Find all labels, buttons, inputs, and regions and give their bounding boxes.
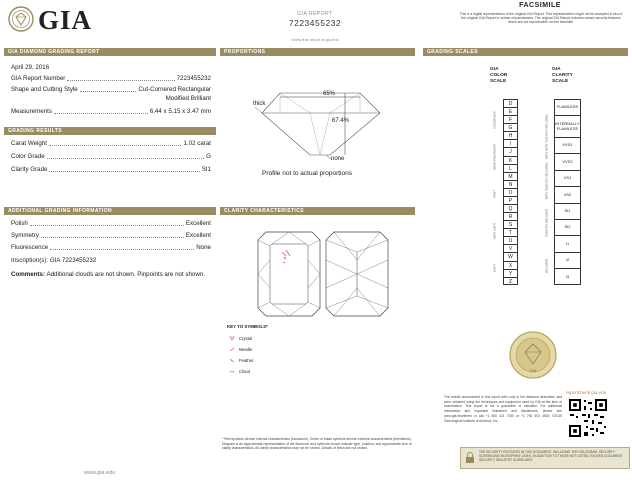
- section-header-grading-scales: GRADING SCALES: [423, 48, 628, 56]
- crystal-icon: [229, 336, 235, 341]
- clarity-grade-cell: SI2: [555, 220, 580, 236]
- gia-seal-icon: [8, 6, 34, 32]
- color-grade-cell: K: [504, 157, 517, 165]
- scale-side-label: SLIGHTLY INCLUDED: [544, 209, 548, 238]
- clarity-plot-pavilion: [324, 230, 390, 318]
- qr-code-icon[interactable]: [568, 398, 608, 438]
- clarity-grade-cell: VS1: [555, 171, 580, 187]
- clarity-grade-cell: I2: [555, 253, 580, 269]
- field-clarity: Clarity Grade SI1: [11, 166, 211, 173]
- feather-icon: [229, 358, 235, 363]
- field-shape-cont: Modified Brilliant: [165, 95, 211, 102]
- color-grade-cell: Y: [504, 270, 517, 278]
- color-grade-cell: M: [504, 173, 517, 181]
- color-grade-cell: Z: [508, 278, 513, 285]
- clarity-grade-cell: INTERNALLY FLAWLESS: [555, 116, 580, 137]
- footer-disclaimer: The results documented in this report refer only to the diamond described, and were obtained using the techniques and equipment used by GIA at the time of examination. This report is not a guarantee or valuation. For additional information and important limitations and disclaimers, please see www.gia.edu/terms or call +1 800 421 7250 or +1 760 603 4500. ©2016 Gemological Institute of America, Inc.: [444, 395, 562, 423]
- reportcheck-link[interactable]: reportcheck.gia.edu: [566, 390, 607, 395]
- field-fluorescence: Fluorescence None: [11, 244, 211, 251]
- symbol-needle: Needle: [229, 347, 252, 352]
- table-percent: 65%: [323, 91, 336, 97]
- clarity-grade-cell: I1: [555, 236, 580, 252]
- section-header-additional: ADDITIONAL GRADING INFORMATION: [4, 207, 216, 215]
- color-scale: [503, 99, 518, 285]
- inscription: Inscription(s): GIA 7223455232: [11, 257, 97, 264]
- field-measurements: Measurements 6.44 x 5.15 x 3.47 mm: [11, 108, 211, 115]
- proportions-diagram: [250, 85, 390, 165]
- scale-side-label: VERY VERY SLIGHTLY INCLUDED: [544, 114, 548, 160]
- scale-side-label: INCLUDED: [544, 258, 548, 273]
- report-number-header: 7223455232: [288, 18, 342, 28]
- field-carat: Carat Weight 1.02 carat: [11, 140, 211, 147]
- color-grade-cell: F: [504, 116, 517, 124]
- symbol-crystal: Crystal: [229, 336, 252, 341]
- color-grade-cell: Q: [504, 205, 517, 213]
- scale-side-label: LIGHT: [492, 264, 497, 273]
- scale-side-label: NEAR COLORLESS: [492, 143, 497, 170]
- comments-text: Additional clouds are not shown. Pinpoints are not shown.: [46, 271, 206, 278]
- needle-icon: [229, 347, 235, 352]
- symbol-cloud: Cloud: [229, 369, 250, 374]
- gia-logo: [8, 6, 98, 36]
- color-grade-cell: I: [504, 140, 517, 148]
- color-grade-cell: N: [504, 181, 517, 189]
- symbol-feather: Feather: [229, 358, 253, 363]
- footer-website[interactable]: www.gia.edu: [84, 470, 116, 476]
- field-polish: Polish Excellent: [11, 220, 211, 227]
- section-header-clarity-characteristics: CLARITY CHARACTERISTICS: [220, 207, 415, 215]
- gia-gold-seal: [508, 330, 558, 380]
- cloud-icon: [229, 369, 235, 374]
- section-header-proportions: PROPORTIONS: [220, 48, 415, 56]
- color-grade-cell: D: [504, 100, 517, 108]
- scale-side-label: VERY LIGHT: [492, 222, 497, 240]
- color-grade-cell: X: [504, 262, 517, 270]
- clarity-grade-cell: VVS2: [555, 154, 580, 170]
- field-color: Color Grade G: [11, 153, 211, 160]
- field-report-number: GIA Report Number 7223455232: [11, 75, 211, 82]
- facsimile-note: This is a digital representation of the original GIA Report. This representation might not be accepted in lieu of the original GIA Report in certain circumstances. The original GIA Report includes certain security features which are not reproducible on this facsimile.: [459, 12, 623, 25]
- scale-side-label: VERY SLIGHTLY INCLUDED: [544, 162, 548, 200]
- girdle-label: thick: [253, 101, 266, 107]
- comments: [11, 269, 211, 281]
- color-grade-cell: P: [504, 197, 517, 205]
- color-grade-cell: W: [504, 253, 517, 261]
- color-grade-cell: O: [504, 189, 517, 197]
- field-symmetry: Symmetry Excellent: [11, 232, 211, 239]
- color-grade-cell: G: [504, 124, 517, 132]
- field-shape: Shape and Cutting Style Cut-Cornered Rectangular: [11, 86, 211, 93]
- comments-label: Comments:: [11, 271, 46, 278]
- color-grade-cell: T: [504, 229, 517, 237]
- facsimile-title: FACSIMILE: [519, 2, 561, 9]
- color-scale-title: GIA COLOR SCALE: [490, 67, 508, 84]
- color-grade-cell: E: [504, 108, 517, 116]
- security-text: THE SECURITY FEATURES IN THIS DOCUMENT, INCLUDING THE HOLOGRAM, SECURITY SCREEN AND MICROPRINT LINES, IN ADDITION TO THOSE NOT LISTED, EXCEED DOCUMENT SECURITY INDUSTRY GUIDELINES.: [479, 450, 623, 463]
- color-grade-cell: R: [504, 213, 517, 221]
- clarity-scale-title: GIA CLARITY SCALE: [552, 67, 573, 84]
- logo-text: GIA: [38, 5, 93, 35]
- color-grade-cell: V: [504, 245, 517, 253]
- key-to-symbols-title: KEY TO SYMBOLS*: [227, 324, 268, 329]
- clarity-grade-cell: VVS1: [555, 138, 580, 154]
- color-grade-cell: L: [504, 165, 517, 173]
- lock-icon: [465, 452, 475, 464]
- clarity-grade-cell: I3: [565, 274, 570, 280]
- depth-percent: 67.4%: [332, 118, 350, 124]
- clarity-plot-crown: [256, 230, 322, 318]
- culet-label: none: [331, 156, 345, 162]
- color-grade-cell: H: [504, 132, 517, 140]
- report-label: GIA REPORT: [297, 11, 333, 17]
- proportions-note: Profile not to actual proportions: [262, 170, 352, 177]
- clarity-grade-cell: VS2: [555, 187, 580, 203]
- verify-link[interactable]: Verify this report at gia.edu: [291, 37, 339, 42]
- clarity-grade-cell: FLAWLESS: [555, 100, 580, 116]
- report-date: April 29, 2016: [11, 64, 50, 71]
- clarity-footnote: * Red symbols denote internal characteristics (inclusions). Green or black symbols denote external characteristics (blemishes). Diagram is an approximate representation of the diamond, and symbols shown indicate type, position, and approximate size of clarity characteristics. All clarity characteristics may not be shown. Details of finish are not shown.: [222, 437, 412, 450]
- scale-side-label: FAINT: [492, 190, 497, 198]
- clarity-scale: [554, 99, 581, 285]
- seal-text: GIA: [529, 368, 537, 373]
- color-grade-cell: U: [504, 237, 517, 245]
- section-header-grading-report: GIA DIAMOND GRADING REPORT: [4, 48, 216, 56]
- color-grade-cell: S: [504, 221, 517, 229]
- color-grade-cell: J: [504, 148, 517, 156]
- scale-side-label: COLORLESS: [492, 111, 497, 129]
- section-header-grading-results: GRADING RESULTS: [4, 127, 216, 135]
- clarity-grade-cell: SI1: [555, 204, 580, 220]
- security-banner: [460, 447, 630, 469]
